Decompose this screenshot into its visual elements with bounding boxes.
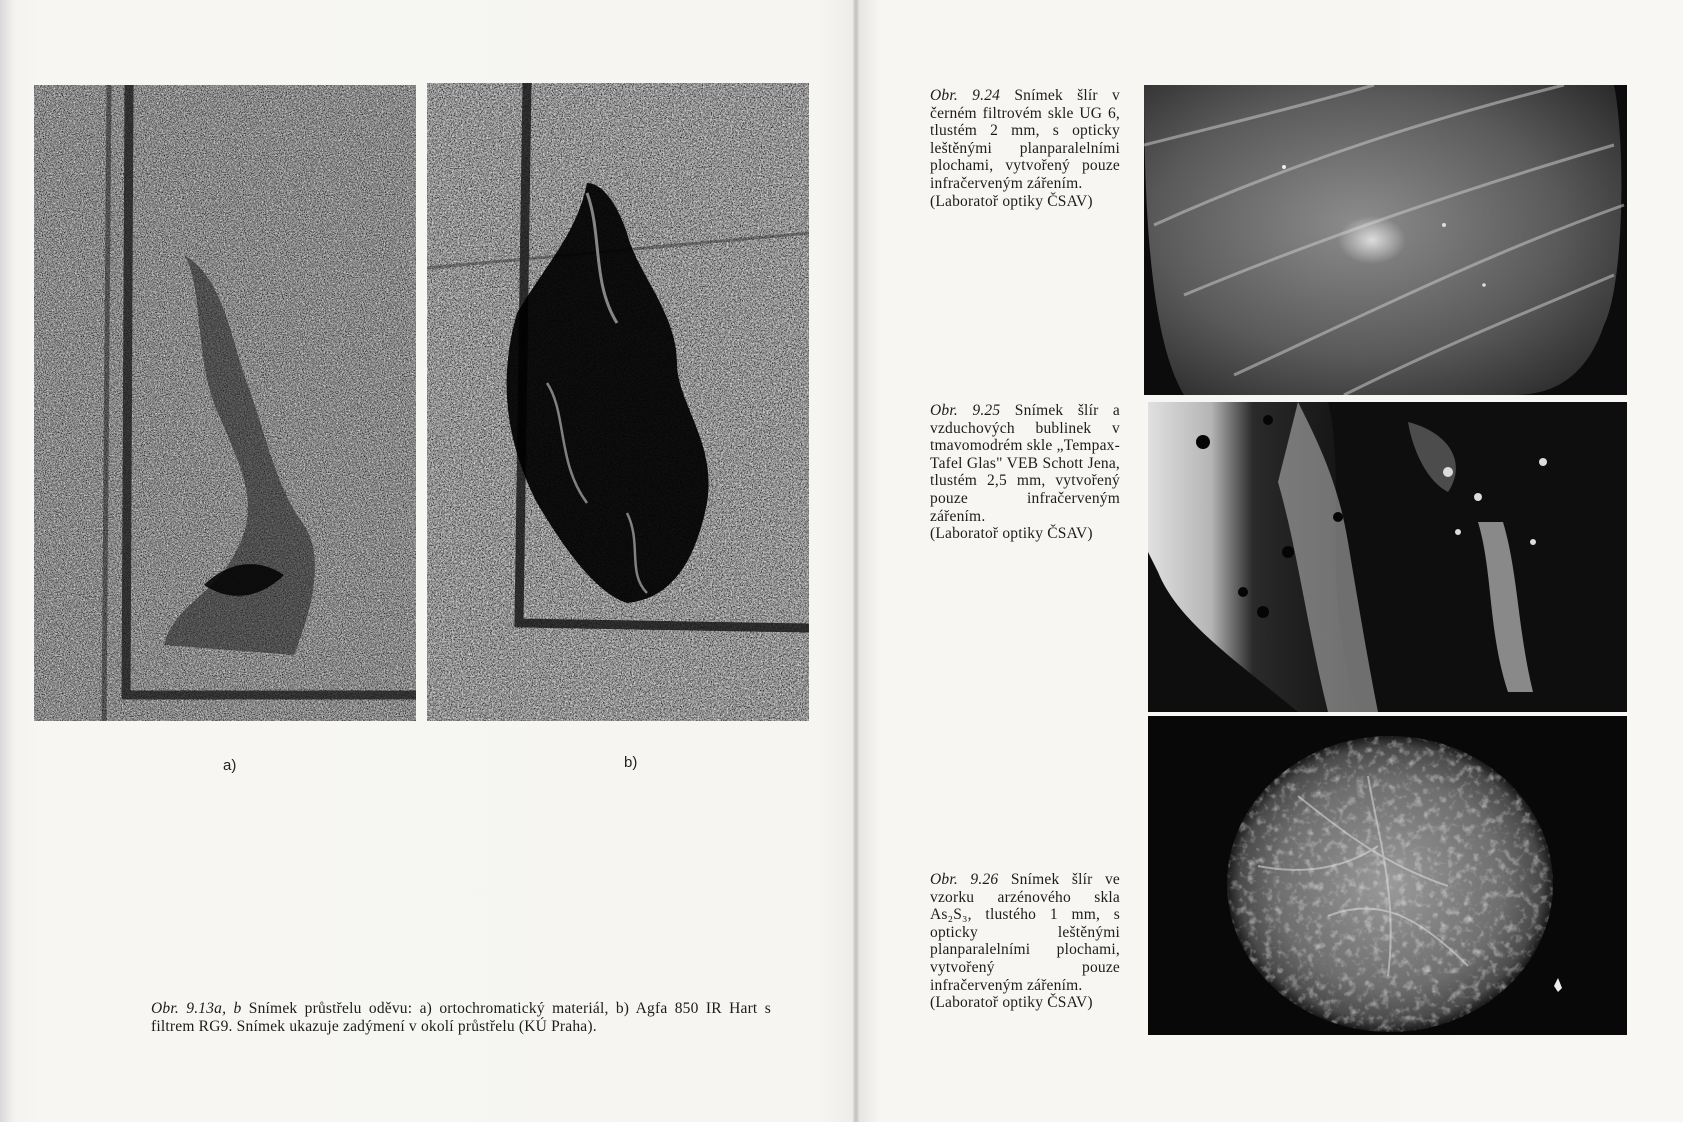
photo-a-label: a): [223, 757, 237, 774]
photo-fig-9-26-arsenic-glass: [1148, 716, 1627, 1035]
caption-credit: (Laboratoř optiky ČSAV): [930, 525, 1093, 543]
photo-b-garment-ir: [427, 83, 809, 721]
caption-text: Snímek šlír a vzduchových bublinek v tmavomodrém skle „Tempax-Tafel Glas" VEB Schott Jena, tlustém 2,5 mm, vytvořený pouze infračerveným zářením.: [930, 402, 1120, 525]
caption-fig-9-24: [930, 87, 1120, 210]
caption-fig-9-26: [930, 871, 1120, 1012]
caption-text: Snímek průstřelu oděvu: a) ortochromatický materiál, b) Agfa 850 IR Hart s filtrem RG9. Snímek ukazuje zadýmení v okolí průstřelu (KÚ Praha).: [151, 1000, 771, 1035]
caption-text: Snímek šlír v černém filtrovém skle UG 6, tlustém 2 mm, s opticky leštěnými planparalelními plochami, vytvořený pouze infračerveným zářením.: [930, 87, 1120, 192]
caption-fig-number: Obr. 9.24: [930, 87, 1015, 104]
caption-fig-number: Obr. 9.26: [930, 871, 1011, 888]
caption-fig-number: Obr. 9.25: [930, 402, 1015, 419]
photo-b-label: b): [624, 754, 638, 771]
book-gutter: [853, 0, 859, 1122]
photo-a-garment-ortho: [34, 85, 416, 721]
caption-text: Snímek šlír ve vzorku arzénového skla As₂S₃, tlustého 1 mm, s opticky leštěnými planparalelními plochami, vytvořený pouze infračerveným zářením.: [930, 871, 1120, 994]
photo-fig-9-25-bubbles: [1148, 402, 1627, 712]
caption-credit: (Laboratoř optiky ČSAV): [930, 994, 1093, 1012]
caption-credit: (Laboratoř optiky ČSAV): [930, 192, 1093, 210]
caption-fig-9-13: [151, 1000, 771, 1035]
caption-fig-number: Obr. 9.13a, b: [151, 1000, 249, 1017]
photo-fig-9-24-glass-striae: [1144, 85, 1627, 395]
caption-fig-9-25: [930, 402, 1120, 543]
